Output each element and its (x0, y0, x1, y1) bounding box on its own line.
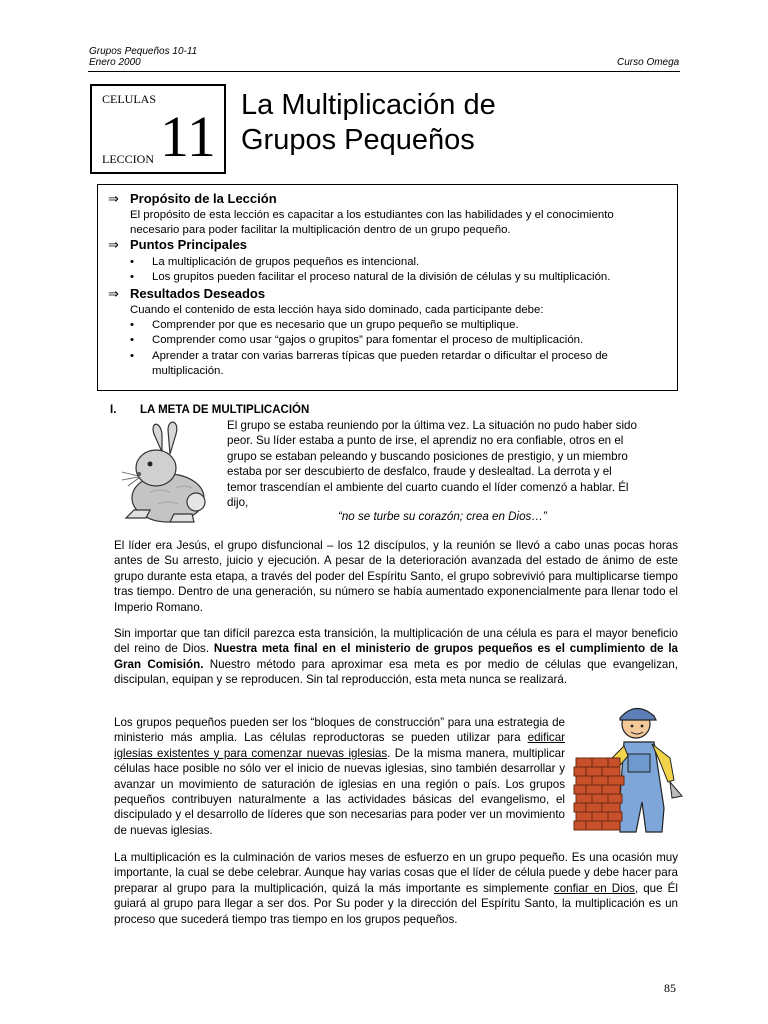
header-course: Curso Omega (617, 57, 680, 68)
title-line-1: La Multiplicación de (241, 89, 496, 121)
quote: “no se turbe su corazón; crea en Dios…” (338, 510, 547, 523)
arrow-icon: ⇒ (108, 237, 119, 252)
purpose-text-2: necesario para poder facilitar la multiplicación dentro de un grupo pequeño. (130, 224, 511, 236)
list-item: • Comprender como usar “gajos o grupitos” para fomentar el proceso de multiplicación. (130, 334, 584, 346)
lesson-box (90, 84, 226, 174)
results-intro: Cuando el contenido de esta lección haya sido dominado, cada participante debe: (130, 304, 544, 316)
paragraph-2: El líder era Jesús, el grupo disfuncional – los 12 discípulos, y la reunión se llevó a cabo unas pocas horas antes de Su arresto, juicio y ejecución. A pesar de la deterioración avanzada del estado de ánimo de este grupo durante esta etapa, a través del poder del Espíritu Santo, el grupo sobrevivió para multiplicarse tiempo tras tiempo. Dentro de una generación, su número se había aumentado exponencialmente para llenar todo el Imperio Romano. (114, 539, 678, 614)
arrow-icon: ⇒ (108, 191, 119, 206)
section-number: I. (110, 404, 117, 416)
lesson-number: 11 (160, 104, 216, 169)
objectives-box (97, 184, 678, 391)
header-rule (88, 71, 680, 72)
paragraph-5: La multiplicación es la culminación de varios meses de esfuerzo en un grupo pequeño. Es una ocasión muy importante, la cual se debe celebrar. Aunque hay varias cosas que el líder de célula puede y debe hacer para preparar al grupo para la multiplicación, quizá la más importante es simplemente confiar en Dios, que Él guiará al grupo para llegar a ser dos. Por Su poder y la dirección del Espíritu Santo, la multiplicación es un proceso que sucederá tiempo tras tiempo en los grupos pequeños. (114, 851, 678, 926)
list-item: • Los grupitos pueden facilitar el proceso natural de la división de células y su multiplicación. (130, 271, 611, 283)
section-title: LA META DE MULTIPLICACIÓN (140, 404, 310, 416)
paragraph-4: Los grupos pequeños pueden ser los “bloques de construcción” para una estrategia de ministerio más amplia. Las células reproductoras se pueden utilizar para edificar iglesias existentes y para comenzar nuevas iglesias. De la misma manera, multiplicar células hace posible no sólo ver el inicio de nuevas iglesias, sino también desarrollar y avanzar un movimiento de saturación de iglesias en una región o país. Los grupos pequeños contribuyen naturalmente a las actividades básicas del evangelismo, el discipulado y el desarrollo de líderes que son necesarias para poder ver un movimiento de nuevas iglesias. (114, 716, 565, 837)
bricklayer-image (572, 698, 688, 838)
rabbit-image (110, 418, 222, 530)
lesson-category: CELULAS (102, 92, 156, 106)
list-item: • Comprender por que es necesario que un grupo pequeño se multiplique. (130, 319, 519, 331)
paragraph-1: El grupo se estaba reuniendo por la última vez. La situación no pudo haber sido peor. Su líder estaba a punto de irse, el aprendiz no era confiable, otros en el grupo se estaban peleando y buscando posiciones de prestigio, y un miembro estaba por ser descubierto de desfalco, fraude y deslealtad. La derrota y el temor trascendían el ambiente del cuarto cuando el líder comenzó a hablar. Él dijo, (227, 419, 637, 510)
list-item-continuation: multiplicación. (152, 365, 224, 377)
purpose-heading: ⇒ Propósito de la Lección (108, 191, 277, 206)
bullet-icon: • (130, 350, 134, 362)
bullet-icon: • (130, 319, 134, 331)
bullet-icon: • (130, 256, 134, 268)
points-heading: ⇒ Puntos Principales (108, 237, 248, 252)
arrow-icon: ⇒ (108, 286, 119, 301)
header-date: Enero 2000 (89, 57, 141, 68)
lesson-label: LECCION (102, 152, 154, 166)
title-line-2: Grupos Pequeños (241, 124, 475, 156)
bullet-icon: • (130, 334, 134, 346)
list-item: • Aprender a tratar con varias barreras típicas que pueden retardar o dificultar el proceso de (130, 350, 608, 362)
results-heading: ⇒ Resultados Deseados (108, 286, 266, 301)
purpose-text-1: El propósito de esta lección es capacitar a los estudiantes con las habilidades y el conocimiento (130, 209, 614, 221)
page-title (241, 88, 496, 158)
paragraph-3: Sin importar que tan difícil parezca esta transición, la multiplicación de una célula es para el mayor beneficio del reino de Dios. Nuestra meta final en el ministerio de grupos pequeños es el cumplimiento de la Gran Comisión. Nuestro método para aproximar esa meta es por medio de células que evangelizan, discipulan, equipan y se reproducen. Sin tal reproducción, esta meta nunca se realizará. (114, 627, 678, 687)
page-number: 85 (664, 981, 676, 995)
bullet-icon: • (130, 271, 134, 283)
list-item: • La multiplicación de grupos pequeños es intencional. (130, 256, 420, 268)
header-series: Grupos Pequeños 10-11 (89, 46, 198, 57)
